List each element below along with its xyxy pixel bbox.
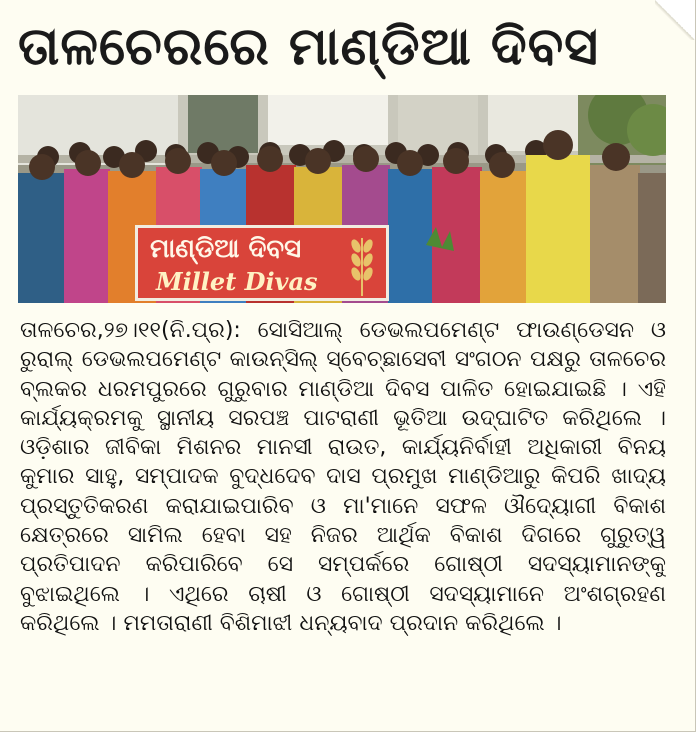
article-line: ବୁଝାଇଥିଲେ । ଏଥିରେ ଚାଷୀ ଓ ଗୋଷ୍ଠୀ ସଦସ୍ୟାମାନେ ଅଂଶଗ୍ରହଣ — [20, 581, 666, 607]
article-line: ପ୍ରସ୍ତୁତିକରଣ କରାଯାଇପାରିବ ଓ ମା'ମାନେ ସଫଳ ଔଦ୍ୟୋଗୀ ବିକାଶ — [20, 493, 666, 519]
article-line: କୁମାର ସାହୁ, ସମ୍ପାଦକ ବୁଦ୍ଧଦେବ ଦାସ ପ୍ରମୁଖ ମାଣ୍ଡିଆରୁ କିପରି ଖାଦ୍ୟ — [20, 464, 666, 490]
article-line: କାର୍ଯ୍ୟକ୍ରମକୁ ସ୍ଥାନୀୟ ସରପଞ୍ଚ ପାଟରାଣୀ ଭୂତିଆ ଉଦ୍‌ଘାଟିତ କରିଥିଲେ । — [20, 405, 666, 431]
banner-english-text: Millet Divas — [156, 267, 318, 296]
article-line: କରିଥିଲେ । ମମତାରାଣୀ ବିଶିମାଝୀ ଧନ୍ୟବାଦ ପ୍ରଦାନ କରିଥିଲେ । — [20, 610, 562, 636]
article-line: ପ୍ରତିପାଦନ କରିପାରିବେ ସେ ସମ୍ପର୍କରେ ଗୋଷ୍ଠୀ ସଦସ୍ୟାମାନଙ୍କୁ — [20, 552, 666, 578]
article-line: ଓଡ଼ିଶାର ଜୀବିକା ମିଶନର ମାନସୀ ରାଉତ, କାର୍ଯ୍ୟନିର୍ବାହୀ ଅଧିକାରୀ ବିନୟ — [20, 435, 666, 461]
headline: ତାଳଚେରରେ ମାଣ୍ଡିଆ ଦିବସ — [18, 17, 600, 77]
article-line: କ୍ଷେତ୍ରରେ ସାମିଲ ହେବା ସହ ନିଜର ଆର୍ଥିକ ବିକାଶ ଦିଗରେ ଗୁରୁତ୍ୱ — [20, 523, 666, 549]
banner-odia-text: ମାଣ୍ଡିଆ ଦିବସ — [150, 234, 302, 264]
folded-corner — [655, 0, 695, 40]
news-photo — [18, 95, 666, 303]
article-line: ତାଳଚେର,୨୭।୧୧(ନି.ପ୍ର): ସୋସିଆଲ୍ ଡେଭଲପମେଣ୍ଟ ଫାଉଣ୍ଡେସନ ଓ — [20, 318, 666, 343]
article-line: ରୁରାଲ୍ ଡେଭଲପମେଣ୍ଟ କାଉନ୍ସିଲ୍ ସ୍ବେଚ୍ଛାସେବୀ ସଂଗଠନ ପକ୍ଷରୁ ତାଳଚେର — [20, 347, 666, 373]
article-body — [20, 316, 666, 726]
article-line: ବ୍ଲକର ଧରମପୁରରେ ଗୁରୁବାର ମାଣ୍ଡିଆ ଦିବସ ପାଳିତ ହୋଇଯାଇଛି । ଏହି — [20, 376, 666, 402]
wheat-ear-icon — [344, 232, 380, 298]
millet-divas-banner — [135, 225, 389, 301]
